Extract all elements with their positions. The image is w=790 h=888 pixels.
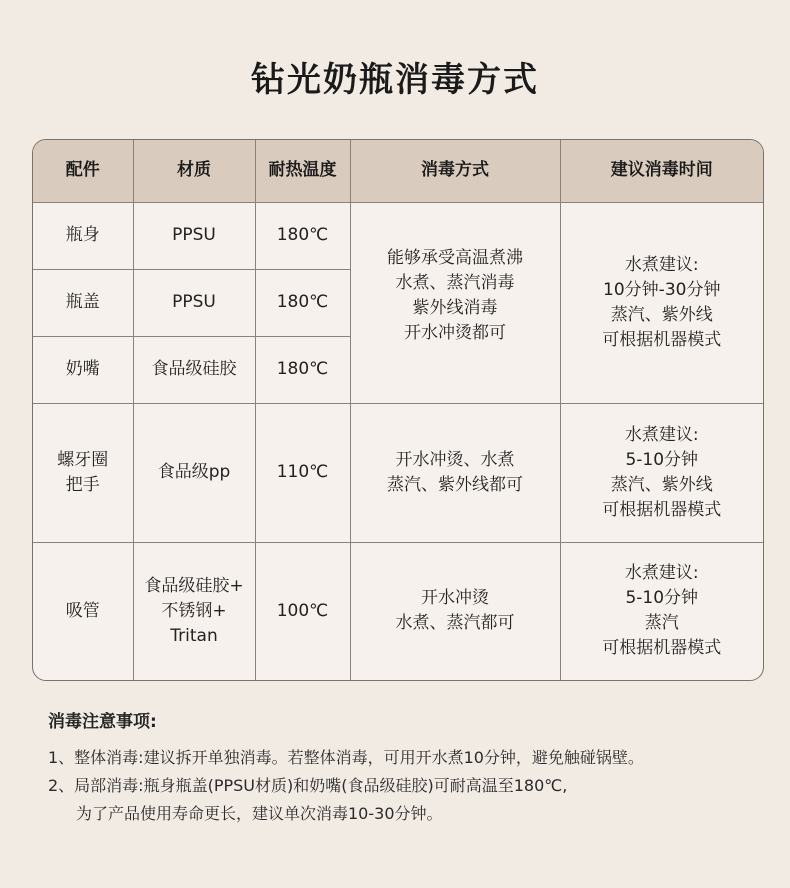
note-item-2: 2、局部消毒:瓶身瓶盖(PPSU材质)和奶嘴(食品级硅胶)可耐高温至180℃, [48,776,568,795]
table-row [33,202,763,269]
header-part: 配件 [33,140,133,202]
method-cell: 开水冲烫 水煮、蒸汽都可 [350,542,560,680]
temp-cell: 180℃ [255,269,350,336]
part-cell: 吸管 [33,542,133,680]
time-cell: 水煮建议: 5-10分钟 蒸汽 可根据机器模式 [560,542,763,680]
header-method: 消毒方式 [350,140,560,202]
part-cell: 奶嘴 [33,336,133,403]
note-item-1: 1、整体消毒:建议拆开单独消毒。若整体消毒，可用开水煮10分钟，避免触碰锅壁。 [48,748,644,767]
method-cell: 能够承受高温煮沸 水煮、蒸汽消毒 紫外线消毒 开水冲烫都可 [350,202,560,403]
header-temp: 耐热温度 [255,140,350,202]
material-cell: 食品级硅胶+ 不锈钢+ Tritan [133,542,255,680]
temp-cell: 110℃ [255,403,350,542]
part-cell: 螺牙圈 把手 [33,403,133,542]
header-material: 材质 [133,140,255,202]
header-time: 建议消毒时间 [560,140,763,202]
part-cell: 瓶身 [33,202,133,269]
material-cell: 食品级硅胶 [133,336,255,403]
time-cell: 水煮建议: 5-10分钟 蒸汽、紫外线 可根据机器模式 [560,403,763,542]
material-cell: PPSU [133,202,255,269]
temp-cell: 100℃ [255,542,350,680]
temp-cell: 180℃ [255,202,350,269]
disinfection-table [32,139,764,681]
page-title: 钻光奶瓶消毒方式 [251,60,539,100]
time-cell: 水煮建议: 10分钟-30分钟 蒸汽、紫外线 可根据机器模式 [560,202,763,403]
part-cell: 瓶盖 [33,269,133,336]
material-cell: PPSU [133,269,255,336]
table-row [33,403,763,542]
material-cell: 食品级pp [133,403,255,542]
notes-title: 消毒注意事项: [48,712,157,732]
notes-section [48,707,768,828]
table-row [33,542,763,680]
note-item-2-continued: 为了产品使用寿命更长，建议单次消毒10-30分钟。 [76,804,443,823]
method-cell: 开水冲烫、水煮 蒸汽、紫外线都可 [350,403,560,542]
temp-cell: 180℃ [255,336,350,403]
